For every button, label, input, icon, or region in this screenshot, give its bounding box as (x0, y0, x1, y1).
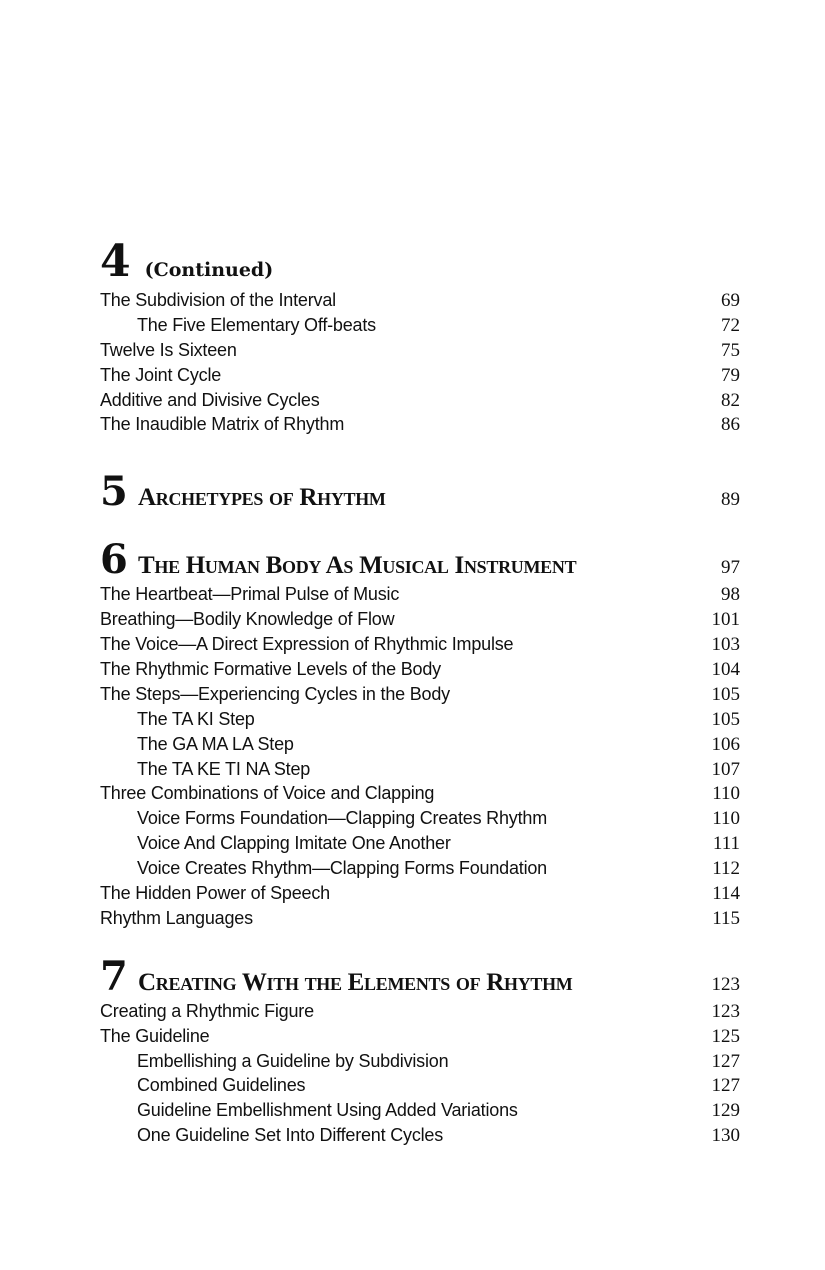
toc-entry (100, 288, 740, 313)
continued-entries (100, 288, 740, 437)
toc-entry (100, 582, 740, 607)
entry-page-number: 104 (711, 659, 740, 681)
entry-page-number: 127 (711, 1050, 740, 1072)
entry-page-number: 72 (721, 314, 740, 336)
toc-entry (100, 1024, 740, 1049)
toc-entry (100, 999, 740, 1024)
toc-entry (100, 732, 740, 757)
entry-page-number: 98 (721, 584, 740, 606)
toc-entry (100, 313, 740, 338)
entry-title: Embellishing a Guideline by Subdivision (137, 1050, 449, 1071)
continued-chapter-heading (100, 236, 740, 288)
toc-entry (100, 1098, 740, 1123)
entry-title: The Rhythmic Formative Levels of the Body (100, 659, 441, 680)
chapter-title: Creating With the Elements of Rhythm (138, 968, 573, 996)
chapter-number: 5 (100, 468, 128, 516)
toc-entry (100, 1073, 740, 1098)
entry-page-number: 105 (711, 708, 740, 730)
entry-page-number: 86 (721, 414, 740, 436)
entry-page-number: 110 (712, 783, 740, 805)
entry-page-number: 69 (721, 290, 740, 311)
entry-page-number: 123 (711, 1000, 740, 1022)
toc-entry (100, 388, 740, 413)
toc-entry (100, 757, 740, 782)
entry-title: The Guideline (100, 1025, 210, 1046)
entry-title: The Inaudible Matrix of Rhythm (100, 414, 345, 435)
chapter-7-entries (100, 999, 740, 1148)
chapter-6-heading (100, 536, 740, 582)
entry-title: The TA KE TI NA Step (137, 758, 311, 779)
toc-entry (100, 1123, 740, 1148)
entry-page-number: 103 (711, 634, 740, 656)
chapter-page: 123 (711, 973, 740, 995)
chapter-number: 7 (100, 952, 128, 1000)
toc-entry (100, 906, 740, 931)
entry-page-number: 115 (712, 907, 740, 929)
toc-entry (100, 806, 740, 831)
toc-entry (100, 657, 740, 682)
entry-title: Rhythm Languages (100, 907, 253, 928)
entry-title: Breathing—Bodily Knowledge of Flow (100, 609, 395, 630)
toc-entry (100, 1049, 740, 1074)
entry-title: The Steps—Experiencing Cycles in the Body (100, 683, 450, 704)
chapter-title: Archetypes of Rhythm (138, 484, 386, 512)
toc-entry (100, 632, 740, 657)
entry-title: Guideline Embellishment Using Added Variations (137, 1100, 518, 1121)
entry-page-number: 79 (721, 364, 740, 386)
entry-page-number: 114 (712, 883, 740, 905)
entry-title: The Heartbeat—Primal Pulse of Music (100, 584, 400, 605)
entry-title: Three Combinations of Voice and Clapping (100, 783, 435, 804)
entry-page-number: 110 (712, 808, 740, 830)
entry-title: Voice And Clapping Imitate One Another (137, 833, 451, 854)
chapter-6-entries (100, 582, 740, 930)
chapter-7-heading (100, 953, 740, 999)
entry-title: Additive and Divisive Cycles (100, 389, 320, 410)
toc-entry (100, 881, 740, 906)
entry-page-number: 101 (711, 609, 740, 631)
entry-title: Creating a Rhythmic Figure (100, 1000, 314, 1021)
entry-title: Combined Guidelines (137, 1075, 306, 1096)
entry-page-number: 129 (711, 1100, 740, 1122)
chapter-title: The Human Body As Musical Instrument (138, 552, 577, 580)
chapter-page: 97 (721, 557, 740, 579)
toc-entry (100, 363, 740, 388)
entry-page-number: 75 (721, 339, 740, 361)
entry-page-number: 107 (711, 758, 740, 780)
entry-page-number: 106 (711, 733, 740, 755)
entry-title: The TA KI Step (137, 708, 255, 729)
toc-entry (100, 682, 740, 707)
chapter-5-heading (100, 468, 740, 518)
entry-page-number: 127 (711, 1075, 740, 1097)
entry-title: One Guideline Set Into Different Cycles (137, 1125, 444, 1146)
table-of-contents (100, 236, 740, 1148)
entry-page-number: 105 (711, 683, 740, 705)
entry-page-number: 130 (711, 1125, 740, 1147)
toc-entry (100, 831, 740, 856)
entry-page-number: 125 (711, 1025, 740, 1047)
entry-title: The Hidden Power of Speech (100, 883, 330, 904)
toc-entry (100, 607, 740, 632)
toc-entry (100, 781, 740, 806)
entry-title: Twelve Is Sixteen (100, 339, 237, 360)
entry-title: The GA MA LA Step (137, 733, 294, 754)
toc-entry (100, 856, 740, 881)
entry-title: The Joint Cycle (100, 364, 222, 385)
entry-page-number: 82 (721, 389, 740, 411)
continued-label: (Continued) (144, 259, 274, 281)
entry-title: The Subdivision of the Interval (100, 290, 336, 310)
toc-entry (100, 707, 740, 732)
entry-title: The Five Elementary Off-beats (137, 314, 376, 335)
entry-page-number: 112 (712, 858, 740, 880)
entry-page-number: 111 (712, 833, 740, 855)
toc-entry (100, 338, 740, 363)
chapter-number: 4 (100, 236, 131, 287)
chapter-page: 89 (721, 489, 740, 511)
chapter-number: 6 (100, 536, 128, 584)
entry-title: Voice Creates Rhythm—Clapping Forms Foundation (137, 858, 547, 879)
toc-entry (100, 412, 740, 437)
entry-title: The Voice—A Direct Expression of Rhythmic Impulse (100, 634, 514, 655)
entry-title: Voice Forms Foundation—Clapping Creates Rhythm (137, 808, 547, 829)
